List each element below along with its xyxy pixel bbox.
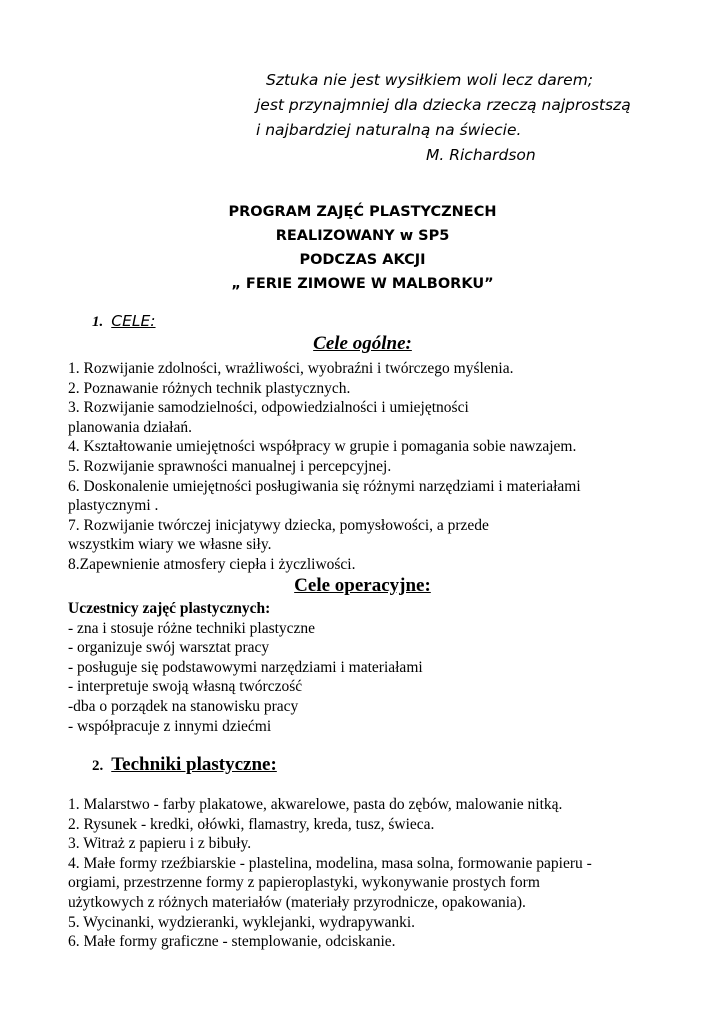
- list-item: 6. Małe formy graficzne - stemplowanie, odciskanie.: [68, 933, 396, 951]
- list-item: 7. Rozwijanie twórczej inicjatywy dziecka, pomysłowości, a przede: [68, 516, 489, 534]
- list-item: plastycznymi .: [68, 497, 159, 515]
- participants-heading: Uczestnicy zajęć plastycznych:: [68, 600, 271, 617]
- list-item: wszystkim wiary we własne siły.: [68, 536, 272, 554]
- list-item: orgiami, przestrzenne formy z papieroplastyki, wykonywanie prostych form: [68, 874, 540, 892]
- section-label: CELE:: [111, 312, 156, 330]
- list-item: 5. Wycinanki, wydzieranki, wyklejanki, wydrapywanki.: [68, 913, 416, 931]
- list-item: 2. Poznawanie różnych technik plastycznych.: [68, 379, 351, 397]
- title-line: REALIZOWANY w SP5: [275, 228, 450, 244]
- section-heading-goals: [92, 312, 156, 331]
- list-item: 3. Witraż z papieru i z bibuły.: [68, 835, 252, 853]
- list-item: - interpretuje swoją własną twórczość: [68, 678, 303, 696]
- document-title: [0, 200, 725, 296]
- list-item: - współpracuje z innymi dziećmi: [68, 717, 272, 735]
- list-item: 6. Doskonalenie umiejętności posługiwania się różnymi narzędziami i materiałami: [68, 477, 581, 495]
- list-item: 8.Zapewnienie atmosfery ciepła i życzliwości.: [68, 555, 356, 573]
- section-label: Techniki plastyczne:: [111, 754, 277, 775]
- section-number: 2.: [92, 758, 104, 774]
- quote-line: i najbardziej naturalną na świecie.: [256, 121, 522, 139]
- list-item: 4. Kształtowanie umiejętności współpracy w grupie i pomagania sobie nawzajem.: [68, 438, 577, 456]
- list-item: 1. Rozwijanie zdolności, wrażliwości, wyobraźni i twórczego myślenia.: [68, 360, 514, 377]
- list-item: 3. Rozwijanie samodzielności, odpowiedzialności i umiejętności: [68, 399, 469, 417]
- list-item: użytkowych z różnych materiałów (materiały przyrodnicze, opakowania).: [68, 893, 526, 911]
- title-line: PROGRAM ZAJĘĆ PLASTYCZNECH: [228, 204, 497, 220]
- techniques-list: [68, 795, 668, 952]
- list-item: 4. Małe formy rzeźbiarskie - plastelina, modelina, masa solna, formowanie papieru -: [68, 854, 592, 872]
- list-item: - zna i stosuje różne techniki plastyczne: [68, 619, 316, 637]
- list-item: - organizuje swój warsztat pracy: [68, 639, 270, 657]
- list-item: 2. Rysunek - kredki, ołówki, flamastry, kreda, tusz, świeca.: [68, 815, 435, 833]
- list-item: - posługuje się podstawowymi narzędziami i materiałami: [68, 658, 423, 676]
- operational-goals-list: [68, 599, 668, 736]
- general-goals-heading: Cele ogólne:: [313, 333, 412, 354]
- title-line: PODCZAS AKCJI: [299, 252, 426, 268]
- general-goals-list: [68, 359, 668, 575]
- quote-author: M. Richardson: [426, 146, 536, 164]
- section-heading-techniques: [92, 754, 277, 776]
- quote-line: jest przynajmniej dla dziecka rzeczą najprostszą: [256, 96, 631, 114]
- list-item: planowania działań.: [68, 418, 192, 436]
- epigraph-quote: [256, 68, 696, 168]
- quote-line: Sztuka nie jest wysiłkiem woli lecz darem;: [266, 71, 594, 89]
- section-number: 1.: [92, 314, 104, 330]
- list-item: 1. Malarstwo - farby plakatowe, akwarelowe, pasta do zębów, malowanie nitką.: [68, 796, 563, 813]
- title-line: „ FERIE ZIMOWE W MALBORKU”: [231, 276, 494, 292]
- list-item: 5. Rozwijanie sprawności manualnej i percepcyjnej.: [68, 457, 392, 475]
- operational-goals-heading: Cele operacyjne:: [294, 575, 431, 596]
- list-item: -dba o porządek na stanowisku pracy: [68, 697, 299, 715]
